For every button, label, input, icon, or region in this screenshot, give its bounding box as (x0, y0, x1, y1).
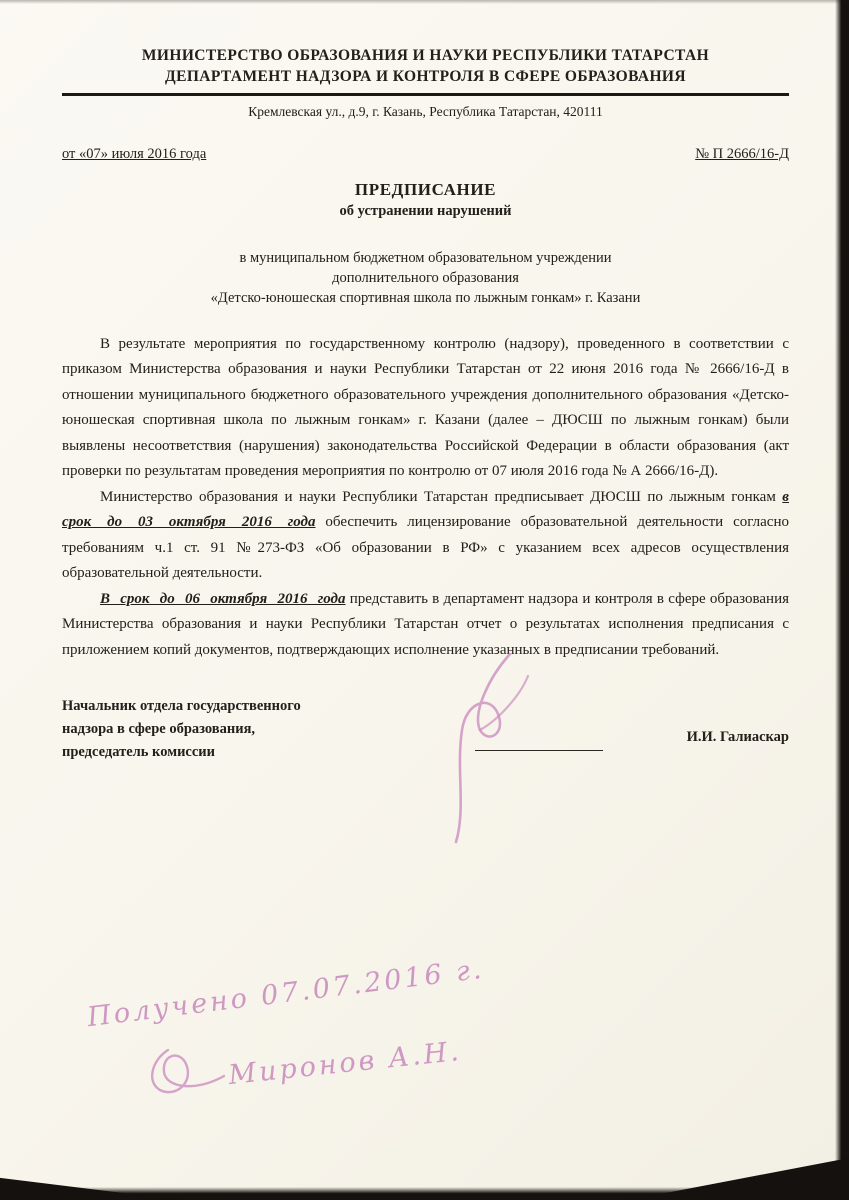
signature-block (62, 695, 789, 764)
paragraph-2-pre: Министерство образования и науки Республики Татарстан предписывает ДЮСШ по лыжным гонкам (100, 488, 783, 505)
scan-edge-top (0, 0, 849, 4)
body-text (62, 332, 789, 664)
paragraph-3 (62, 587, 789, 664)
addressee-line-1: в муниципальном бюджетном образовательном учреждении (239, 249, 612, 266)
header-address: Кремлевская ул., д.9, г. Казань, Республика Татарстан, 420111 (248, 103, 603, 119)
meta-row (62, 146, 789, 163)
document-number: № П 2666/16-Д (695, 145, 789, 162)
deadline-2: В срок до 06 октября 2016 года (100, 590, 346, 607)
document-date: от «07» июля 2016 года (62, 145, 207, 162)
paragraph-1-text: В результате мероприятия по государственному контролю (надзору), проведенного в соответствии с приказом Министерства образования и науки Республики Татарстан от 22 июня 2016 года № 2666/16-Д в отношении муниципального бюджетного образовательного учреждения дополнительного образования «Детско-юношеская спортивная школа по лыжным гонкам» г. Казани (далее – ДЮСШ по лыжным гонкам) были выявлены несоответствия (нарушения) законодательства Российской Федерации в области образования (акт проверки по результатам проведения мероприятия по контролю от 07 июля 2016 года № А 2666/16-Д). (62, 335, 789, 480)
deadline-1: в срок до 03 октября 2016 года (62, 488, 789, 531)
signatory-name: И.И. Галиаскар (686, 729, 789, 746)
addressee-line-3: «Детско-юношеская спортивная школа по лыжным гонкам» г. Казани (210, 289, 641, 306)
ministry-name: МИНИСТЕРСТВО ОБРАЗОВАНИЯ И НАУКИ РЕСПУБЛИКИ ТАТАРСТАН (141, 47, 710, 64)
paragraph-3-post: представить в департамент надзора и контроля в сфере образования Министерства образования и науки Республики Татарстан отчет о результатах исполнения предписания с приложением копий документов, подтверждающих исполнение указанных в предписании требований. (62, 590, 790, 658)
handwritten-received-note: Получено 07.07.2016 г. (85, 953, 486, 1034)
paragraph-2 (62, 485, 789, 587)
signatory-post (62, 695, 392, 764)
header-rule (62, 93, 789, 96)
signatory-post-line-1: Начальник отдела государственного (62, 698, 301, 715)
paragraph-2-post: обеспечить лицензирование образовательной деятельности согласно требованиям ч.1 ст. 91 №273-ФЗ «Об образовании в РФ» с указанием всех адресов осуществления образовательной деятельности. (62, 514, 789, 582)
scan-edge-right (835, 0, 849, 1200)
paragraph-1 (62, 332, 789, 485)
signatory-post-line-2: надзора в сфере образования, (62, 721, 256, 738)
addressee-line-2: дополнительного образования (332, 269, 519, 286)
signature-line (475, 749, 603, 751)
document-subtitle: об устранении нарушений (339, 202, 512, 219)
addressee-block (62, 248, 789, 308)
document-content (62, 46, 789, 764)
document-title: ПРЕДПИСАНИЕ (354, 179, 497, 199)
handwritten-receiver-name: Миронов А.Н. (227, 1035, 464, 1092)
signatory-post-line-3: председатель комиссии (62, 744, 216, 761)
department-name: ДЕПАРТАМЕНТ НАДЗОРА И КОНТРОЛЯ В СФЕРЕ ОБРАЗОВАНИЯ (165, 67, 686, 85)
